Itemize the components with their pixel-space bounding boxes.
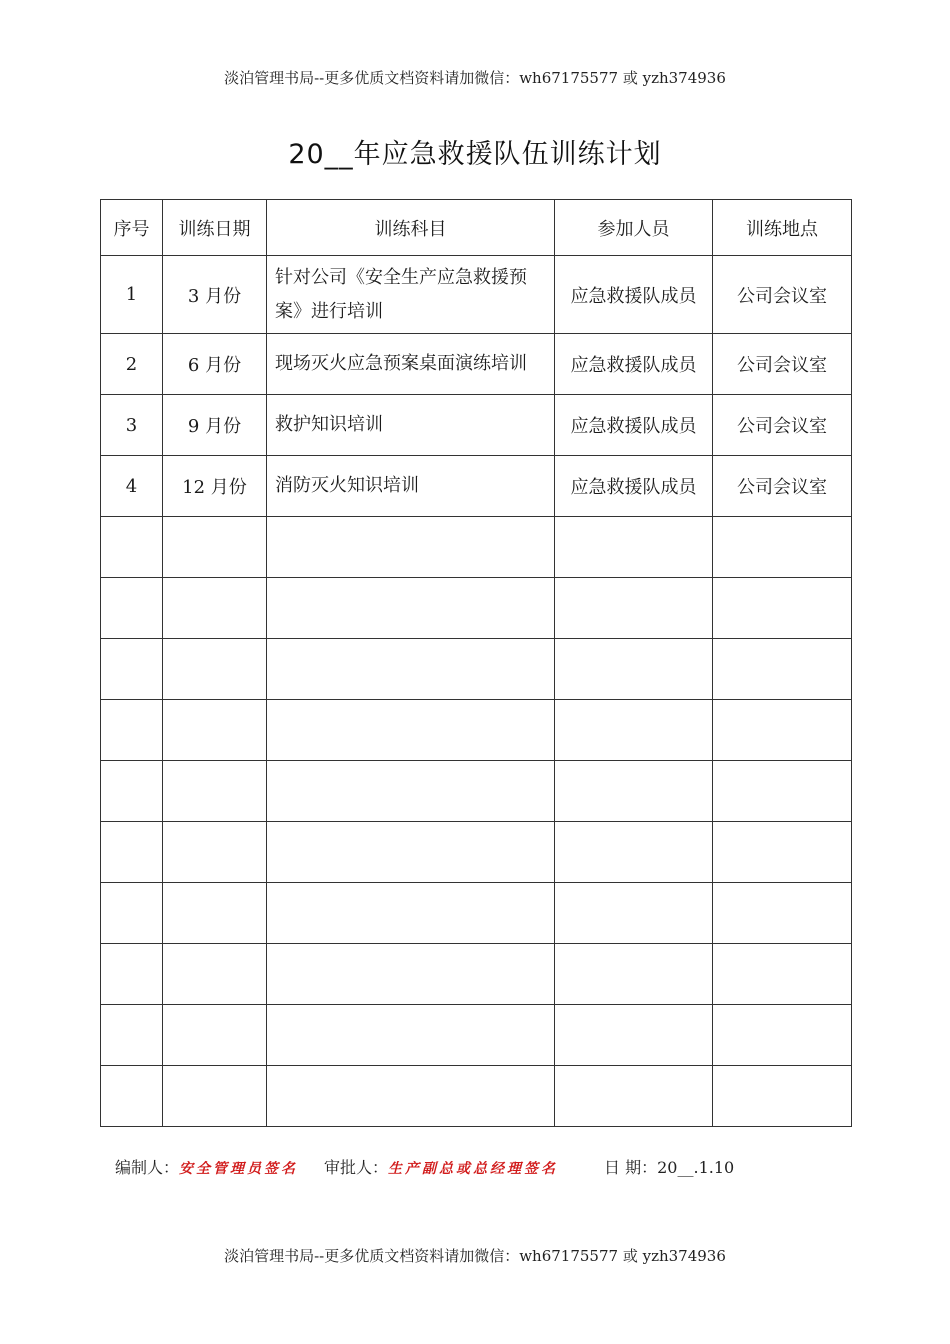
page-title: 20__年应急救援队伍训练计划 <box>288 139 662 170</box>
date-label: 日 期： <box>604 1158 658 1177</box>
empty-cell <box>555 700 713 761</box>
training-plan-table <box>100 199 852 1127</box>
empty-cell <box>267 944 555 1005</box>
empty-cell <box>555 944 713 1005</box>
empty-cell <box>101 883 163 944</box>
empty-cell <box>713 639 852 700</box>
empty-cell <box>163 700 267 761</box>
empty-cell <box>555 578 713 639</box>
cell-no: 2 <box>101 334 163 395</box>
cell-no: 4 <box>101 456 163 517</box>
empty-cell <box>267 822 555 883</box>
empty-row <box>101 517 852 578</box>
cell-location: 公司会议室 <box>713 256 852 334</box>
empty-cell <box>555 883 713 944</box>
approved-by-label: 审批人： <box>324 1158 389 1177</box>
empty-cell <box>267 1005 555 1066</box>
approved-by-signature: 生产副总或总经理签名 <box>388 1161 559 1177</box>
empty-cell <box>267 578 555 639</box>
column-header-subject: 训练科目 <box>267 200 555 256</box>
empty-cell <box>163 517 267 578</box>
cell-date: 6 月份 <box>163 334 267 395</box>
header-note: 淡泊管理书局--更多优质文档资料请加微信：wh67175577 或 yzh374936 <box>224 69 726 87</box>
empty-cell <box>555 1066 713 1127</box>
empty-row <box>101 1005 852 1066</box>
prepared-by-label: 编制人： <box>115 1158 180 1177</box>
empty-cell <box>713 944 852 1005</box>
empty-cell <box>713 1005 852 1066</box>
empty-cell <box>101 578 163 639</box>
table-row <box>101 456 852 517</box>
cell-participants: 应急救援队成员 <box>555 395 713 456</box>
empty-cell <box>555 822 713 883</box>
empty-cell <box>267 517 555 578</box>
empty-cell <box>163 1066 267 1127</box>
cell-date: 3 月份 <box>163 256 267 334</box>
empty-cell <box>101 822 163 883</box>
cell-participants: 应急救援队成员 <box>555 456 713 517</box>
cell-subject: 救护知识培训 <box>267 395 555 456</box>
empty-cell <box>101 639 163 700</box>
cell-no: 1 <box>101 256 163 334</box>
cell-location: 公司会议室 <box>713 334 852 395</box>
empty-row <box>101 761 852 822</box>
empty-cell <box>713 1066 852 1127</box>
empty-cell <box>163 944 267 1005</box>
empty-cell <box>101 944 163 1005</box>
empty-row <box>101 1066 852 1127</box>
empty-cell <box>163 1005 267 1066</box>
prepared-by-signature: 安全管理员签名 <box>179 1161 299 1177</box>
empty-cell <box>101 700 163 761</box>
footer-note: 淡泊管理书局--更多优质文档资料请加微信：wh67175577 或 yzh374936 <box>224 1247 726 1265</box>
cell-subject: 消防灭火知识培训 <box>267 456 555 517</box>
empty-cell <box>101 517 163 578</box>
empty-cell <box>555 1005 713 1066</box>
empty-row <box>101 822 852 883</box>
empty-cell <box>555 517 713 578</box>
empty-cell <box>267 761 555 822</box>
cell-subject: 现场灭火应急预案桌面演练培训 <box>267 334 555 395</box>
column-header-participants: 参加人员 <box>555 200 713 256</box>
cell-date: 9 月份 <box>163 395 267 456</box>
column-header-no: 序号 <box>101 200 163 256</box>
empty-cell <box>267 639 555 700</box>
empty-row <box>101 578 852 639</box>
date-value: 20__.1.10 <box>657 1158 735 1177</box>
empty-cell <box>713 517 852 578</box>
empty-cell <box>101 1005 163 1066</box>
column-header-date: 训练日期 <box>163 200 267 256</box>
empty-cell <box>713 761 852 822</box>
table-row <box>101 334 852 395</box>
empty-row <box>101 883 852 944</box>
empty-cell <box>163 761 267 822</box>
empty-cell <box>101 761 163 822</box>
empty-cell <box>713 578 852 639</box>
empty-cell <box>163 639 267 700</box>
empty-cell <box>267 700 555 761</box>
empty-cell <box>101 1066 163 1127</box>
empty-cell <box>163 578 267 639</box>
empty-cell <box>555 639 713 700</box>
cell-participants: 应急救援队成员 <box>555 334 713 395</box>
empty-row <box>101 944 852 1005</box>
table-row <box>101 256 852 334</box>
cell-location: 公司会议室 <box>713 456 852 517</box>
table-header-row <box>101 200 852 256</box>
cell-location: 公司会议室 <box>713 395 852 456</box>
cell-subject: 针对公司《安全生产应急救援预案》进行培训 <box>267 256 555 334</box>
empty-cell <box>163 883 267 944</box>
empty-row <box>101 700 852 761</box>
signature-line <box>115 1155 734 1178</box>
column-header-location: 训练地点 <box>713 200 852 256</box>
empty-cell <box>163 822 267 883</box>
cell-participants: 应急救援队成员 <box>555 256 713 334</box>
empty-cell <box>555 761 713 822</box>
cell-no: 3 <box>101 395 163 456</box>
empty-cell <box>713 883 852 944</box>
empty-cell <box>267 883 555 944</box>
empty-cell <box>713 700 852 761</box>
cell-date: 12 月份 <box>163 456 267 517</box>
empty-row <box>101 639 852 700</box>
table-row <box>101 395 852 456</box>
empty-cell <box>267 1066 555 1127</box>
empty-cell <box>713 822 852 883</box>
